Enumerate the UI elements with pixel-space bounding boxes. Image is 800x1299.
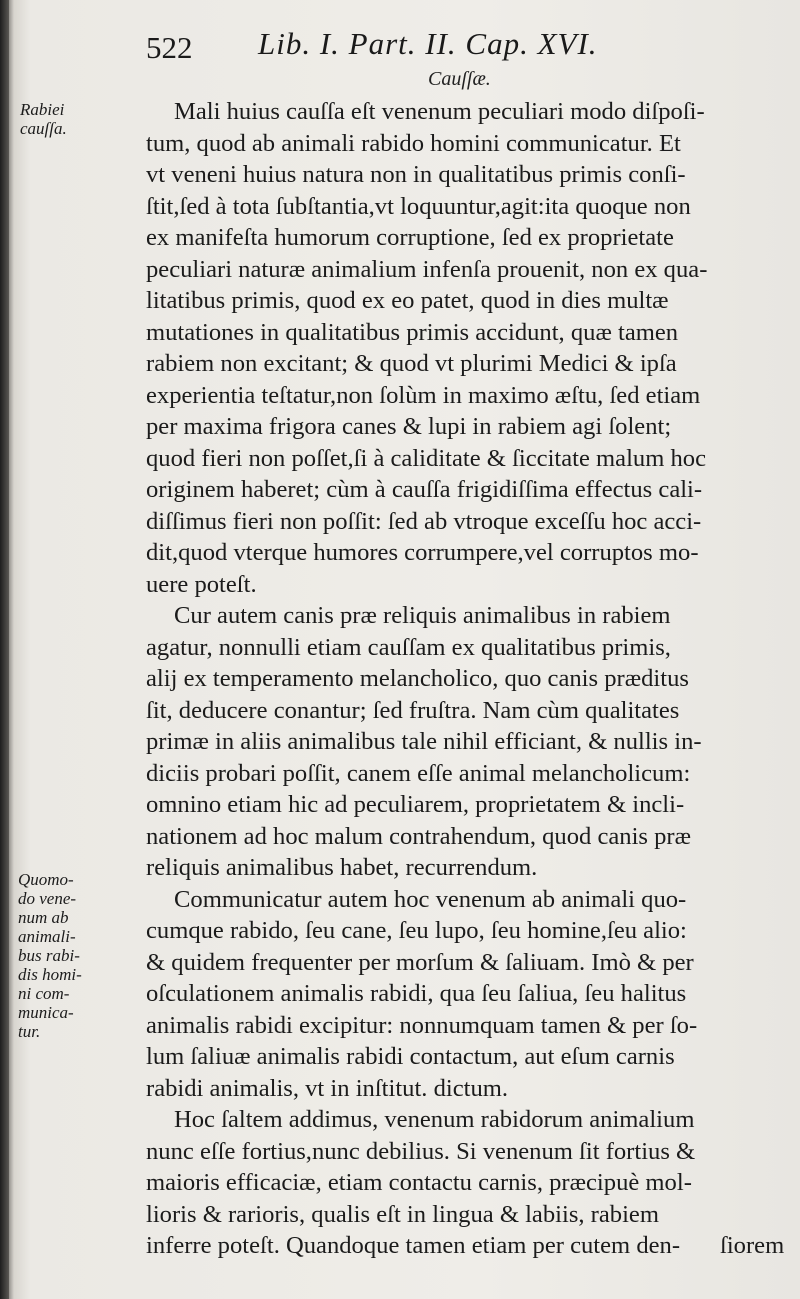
- text-line: oſculationem animalis rabidi, qua ſeu ſaliua, ſeu halitus: [146, 980, 687, 1007]
- text-line: ſit, deducere conantur; ſed fruſtra. Nam cùm qualitates: [146, 696, 680, 724]
- marginal-note-rabiei-caussa: [20, 100, 120, 138]
- text-line: litatibus primis, quod ex eo patet, quod in dies multæ: [146, 287, 669, 314]
- text-line: inferre poteſt. Quandoque tamen etiam per cutem den-: [146, 1232, 681, 1259]
- body-text: [146, 96, 796, 1262]
- text-line: Cur autem canis præ reliquis animalibus in rabiem: [174, 602, 671, 629]
- marginal-note-line: cauſſa.: [20, 119, 67, 138]
- text-line: dit,quod vterque humores corrumpere,vel corruptos mo-: [146, 539, 699, 566]
- marginal-note-line: Quomo-: [18, 870, 74, 889]
- page-number: 522: [146, 30, 193, 65]
- catchword: ſiorem: [720, 1232, 785, 1259]
- text-line: rabiem non excitant; & quod vt plurimi Medici & ipſa: [146, 350, 677, 377]
- marginal-note-line: munica-: [18, 1003, 74, 1022]
- text-line: primæ in aliis animalibus tale nihil efficiant, & nullis in-: [146, 728, 702, 755]
- text-line: reliquis animalibus habet, recurrendum.: [146, 854, 538, 881]
- marginal-note-line: tur.: [18, 1022, 41, 1041]
- text-line: animalis rabidi excipitur: nonnumquam tamen & per ſo-: [146, 1011, 698, 1039]
- marginal-note-line: animali-: [18, 927, 76, 946]
- text-line: nunc eſſe fortius,nunc debilius. Si venenum ſit fortius &: [146, 1137, 696, 1165]
- marginal-note-line: do vene-: [18, 889, 77, 908]
- text-line: mutationes in qualitatibus primis accidunt, quæ tamen: [146, 318, 679, 346]
- text-line: omnino etiam hic ad peculiarem, proprietatem & incli-: [146, 791, 685, 818]
- marginal-note-line: dis homi-: [18, 965, 82, 984]
- text-line: ex manifeſta humorum corruptione, ſed ex proprietate: [146, 224, 674, 251]
- text-line: alij ex temperamento melancholico, quo canis præditus: [146, 665, 689, 692]
- marginal-note-line: bus rabi-: [18, 946, 80, 965]
- text-line: peculiari naturæ animalium infenſa prouenit, non ex qua-: [146, 255, 708, 283]
- marginal-note-line: num ab: [18, 908, 69, 927]
- marginal-note-quomodo: [18, 870, 148, 1041]
- text-line: lum ſaliuæ animalis rabidi contactum, aut eſum carnis: [146, 1043, 675, 1070]
- text-line: Hoc ſaltem addimus, venenum rabidorum animalium: [174, 1106, 695, 1133]
- text-line: experientia teſtatur,non ſolùm in maximo æſtu, ſed etiam: [146, 381, 701, 409]
- marginal-note-line: ni com-: [18, 984, 70, 1003]
- text-line: diciis probari poſſit, canem eſſe animal melancholicum:: [146, 759, 691, 787]
- text-line: Communicatur autem hoc venenum ab animali quo-: [174, 885, 687, 913]
- text-line: per maxima frigora canes & lupi in rabiem agi ſolent;: [146, 413, 672, 440]
- text-line: rabidi animalis, vt in inſtitut. dictum.: [146, 1074, 509, 1102]
- text-line: uere poteſt.: [146, 570, 257, 598]
- text-line: originem haberet; cùm à cauſſa frigidiſſima effectus cali-: [146, 476, 703, 503]
- running-title: Lib. I. Part. II. Cap. XVI.: [258, 26, 598, 61]
- text-line: nationem ad hoc malum contrahendum, quod canis præ: [146, 822, 692, 850]
- text-line: tum, quod ab animali rabido homini communicatur. Et: [146, 129, 681, 157]
- book-spine-shadow: [0, 0, 9, 1299]
- text-line: ſtit,ſed à tota ſubſtantia,vt loquuntur,agit:ita quoque non: [146, 192, 691, 220]
- text-line: agatur, nonnulli etiam cauſſam ex qualitatibus primis,: [146, 633, 671, 661]
- section-heading: Cauſſæ.: [428, 68, 491, 90]
- text-line: Mali huius cauſſa eſt venenum peculiari modo diſpoſi-: [174, 98, 705, 125]
- text-line: & quidem frequenter per morſum & ſaliuam. Imò & per: [146, 948, 694, 976]
- text-line: maioris efficaciæ, etiam contactu carnis, præcipuè mol-: [146, 1169, 692, 1196]
- text-line: lioris & rarioris, qualis eſt in lingua & labiis, rabiem: [146, 1200, 659, 1228]
- marginal-note-line: Rabiei: [20, 100, 65, 119]
- text-line: diſſimus fieri non poſſit: ſed ab vtroque exceſſu hoc acci-: [146, 507, 702, 535]
- page-header: [140, 26, 700, 66]
- text-line: cumque rabido, ſeu cane, ſeu lupo, ſeu homine,ſeu alio:: [146, 917, 687, 944]
- text-line: vt veneni huius natura non in qualitatibus primis conſi-: [146, 161, 686, 188]
- text-line: quod fieri non poſſet,ſi à caliditate & ſiccitate malum hoc: [146, 444, 707, 472]
